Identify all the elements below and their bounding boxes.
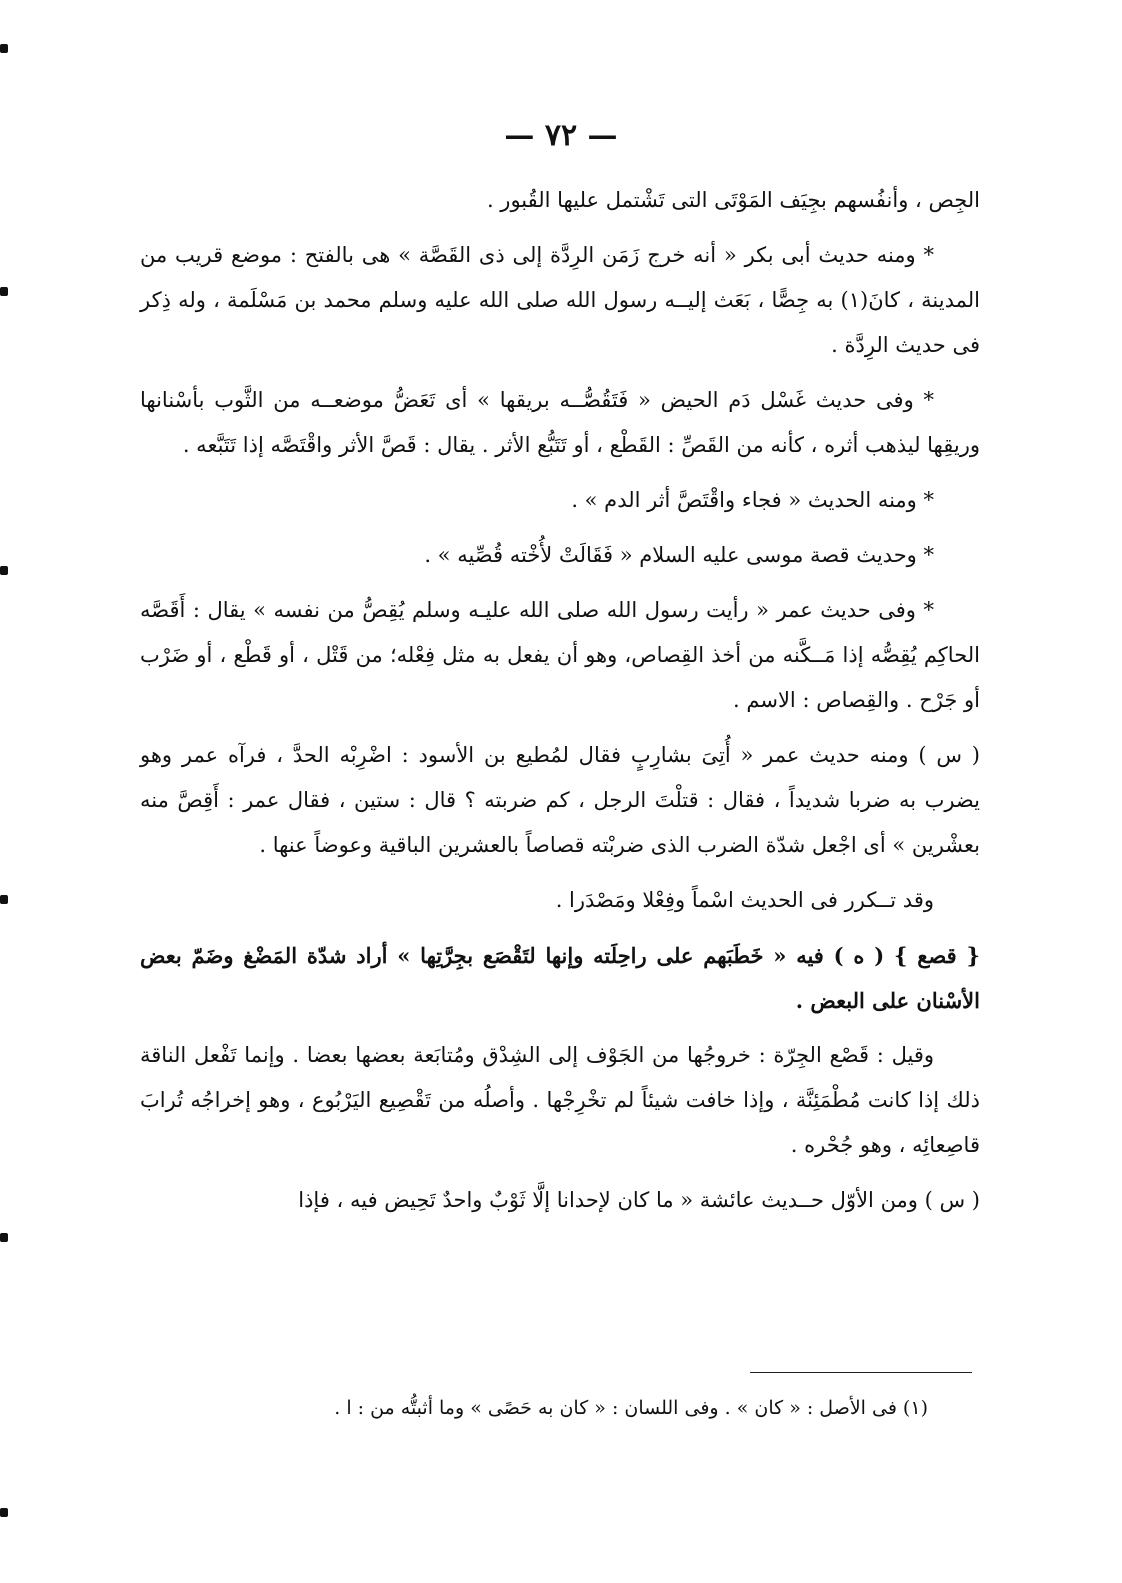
- paragraph-iqtass-athar: * ومنه الحديث « فجاء واقْتَصَّ أثر الدم » .: [571, 488, 934, 512]
- body-text: [140, 178, 980, 1233]
- scan-margin-mark: [0, 1233, 8, 1242]
- paragraph-umar-hadith: * وفى حديث عمر « رأيت رسول الله صلى الله عليـه وسلم يُقِصُّ من نفسه » يقال : أَقَصَّه الحاكِم يُقِصُّه إذا مَــكَّنه من أخذ القِصاص، وهو أن يفعل به مثل فِعْله؛ من قَتْل ، أو قَطْع ، أو ضَرْب أو جَرْح . والقِصاص : الاسم .: [140, 598, 980, 712]
- footnote: (١) فى الأصل : « كان » . وفى اللسان : « كان به حَصًى » وما أثبتُّه من : ا .: [334, 1397, 928, 1419]
- paragraph-repetition-note: وقد تــكرر فى الحديث اسْماً وفِعْلا ومَصْدَرا .: [555, 888, 934, 912]
- page-number: — ٧٢ —: [504, 118, 618, 153]
- paragraph-umar-sharib: ( س ) ومنه حديث عمر « أُتِىَ بشارِبٍ فقال لمُطيع بن الأسود : اضْرِبْه الحدَّ ، فرآه عمر وهو يضرب به ضربا شديداً ، فقال : قتلْتَ الرجل ، كم ضربته ؟ قال : ستين ، فقال عمر : أَقِصَّ منه بعشْرين » أى اجْعل شدّة الضرب الذى ضربْته قصاصاً بالعشرين الباقية وعوضاً عنها .: [140, 743, 980, 857]
- scan-margin-mark: [0, 1508, 8, 1517]
- paragraph-abu-bakr-hadith: * ومنه حديث أبى بكر « أنه خرج زَمَن الرِدَّة إلى ذى القَصَّة » هى بالفتح : موضع قريب من المدينة ، كانَ(١) به جِصًّا ، بَعَث إليــه رسول الله صلى الله عليه وسلم محمد بن مَسْلَمة ، وله ذِكر فى حديث الرِدَّة .: [140, 243, 981, 357]
- paragraph-continuation: الجِص ، وأنفُسهم بجِيَف المَوْتَى التى تَشْتمل عليها القُبور .: [486, 188, 980, 212]
- paragraph-qas-jirra: وقيل : قَصْع الجِرّة : خروجُها من الجَوْف إلى الشِدْق ومُتابَعة بعضها بعضا . وإنما تَفْعل الناقة ذلك إذا كانت مُطْمَئِنَّة ، وإذا خافت شيئاً لم تخْرِجْها . وأصلُه من تَقْصِيع اليَرْبُوع ، وهو إخراجُه تُرابَ قاصِعائِه ، وهو جُحْره .: [140, 1043, 980, 1157]
- footnote-divider: [750, 1372, 972, 1373]
- paragraph-hayd-hadith: * وفى حديث غَسْل دَم الحيض « فَتَقُصُّــه بريقها » أى تَعَضُّ موضعــه من الثَّوب بأسْنانها وريقِها ليذهب أثره ، كأنه من القَصِّ : القَطْع ، أو تَتَبُّع الأثر . يقال : قَصَّ الأثر واقْتَصَّه إذا تَتَبَّعه .: [140, 388, 980, 457]
- scan-margin-mark: [0, 895, 8, 904]
- scan-margin-mark: [0, 566, 8, 575]
- scan-margin-mark: [0, 44, 8, 53]
- entry-heading-qas: { قصع } ( ه ) فيه « خَطَبَهم على راحِلَته وإنها لتَقْصَع بجِرَّتِها » أراد شدّة المَضْغ وضَمّ بعض الأسْنان على البعض .: [140, 943, 980, 1013]
- paragraph-musa-story: * وحديث قصة موسى عليه السلام « فَقَالَتْ لأُخْته قُصِّيه » .: [424, 543, 934, 567]
- scan-margin-mark: [0, 287, 8, 296]
- paragraph-aisha-hadith: ( س ) ومن الأوّل حــديث عائشة « ما كان لإحدانا إلَّا ثَوْبٌ واحدٌ تَحِيض فيه ، فإذا: [298, 1188, 980, 1212]
